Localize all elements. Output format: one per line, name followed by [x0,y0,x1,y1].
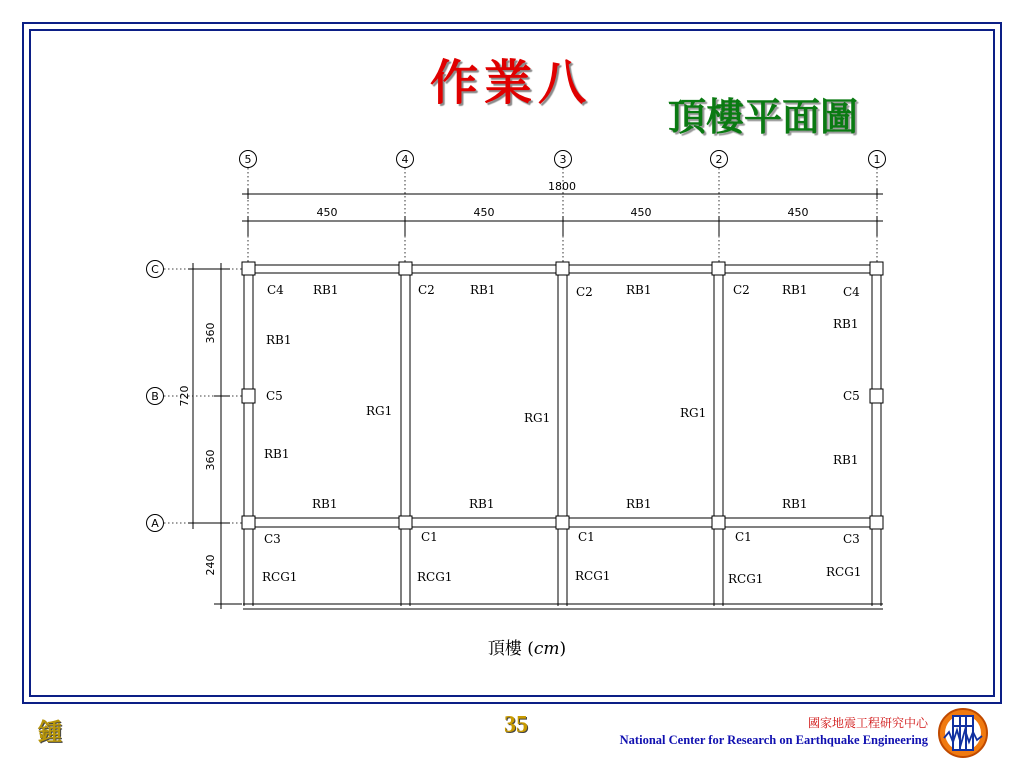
label-rcg1-2: RCG1 [417,570,453,584]
label-c4-right: C4 [843,285,860,299]
label-c2-a: C2 [418,283,435,297]
label-rb1-bot-1: RB1 [312,497,338,511]
dim-total-y: 720 [178,385,191,407]
label-rg1-c: RG1 [680,406,707,420]
label-c3-left: C3 [264,532,281,546]
label-c5-right: C5 [843,389,860,403]
grid-label-c: C [151,263,159,276]
label-rb1-bot-3: RB1 [626,497,652,511]
grid-label-4: 4 [401,153,409,166]
grid-label-1: 1 [873,153,881,166]
grid-label-2: 2 [715,153,723,166]
dim-span-y-1: 360 [204,322,217,344]
slide-title: 作業八 [430,55,593,111]
label-rcg1-1: RCG1 [262,570,298,584]
page-number: 35 [504,712,528,738]
dim-span-x-4: 450 [787,206,809,219]
label-rb1-top-4: RB1 [782,283,808,297]
dim-span-x-3: 450 [630,206,652,219]
grid-label-5: 5 [244,153,252,166]
label-rb1-top-1: RB1 [313,283,339,297]
label-rcg1-4: RCG1 [728,572,764,586]
label-c3-right: C3 [843,532,860,546]
dim-span-x-1: 450 [316,206,338,219]
org-name-chinese: 國家地震工程研究中心 [807,716,928,730]
label-rb1-bot-2: RB1 [469,497,495,511]
plan-caption-close: ) [559,639,567,659]
label-rcg1-3: RCG1 [575,569,611,583]
dim-span-y-2: 360 [204,449,217,471]
ncree-logo-icon [936,706,990,760]
label-c5-left: C5 [266,389,283,403]
footer-author: 鍾 [38,717,62,746]
label-c2-b: C2 [576,285,593,299]
label-rb1-top-2: RB1 [470,283,496,297]
label-rb1-left-lower: RB1 [264,447,290,461]
dim-span-y-3: 240 [204,554,217,576]
grid-label-b: B [151,390,159,403]
beams [243,263,883,609]
label-rb1-top-3: RB1 [626,283,652,297]
label-rb1-right-upper: RB1 [833,317,859,331]
columns [242,262,883,529]
plan-caption-text: 頂樓 ( [487,639,534,659]
label-rb1-left-upper: RB1 [266,333,292,347]
label-c1-b: C1 [578,530,595,544]
label-c1-a: C1 [421,530,438,544]
label-rcg1-5: RCG1 [826,565,862,579]
slide-subtitle: 頂樓平面圖 [668,94,859,139]
plan-caption-unit: cm [533,639,560,659]
label-rg1-b: RG1 [524,411,551,425]
plan-caption [488,638,566,659]
org-name-english: National Center for Research on Earthquake Engineering [619,733,928,747]
grid-label-a: A [151,517,159,530]
label-rg1-a: RG1 [366,404,393,418]
dim-total-x: 1800 [548,180,576,193]
grid-label-3: 3 [559,153,567,166]
label-c2-c: C2 [733,283,750,297]
label-rb1-right-lower: RB1 [833,453,859,467]
label-c1-c: C1 [735,530,752,544]
dim-span-x-2: 450 [473,206,495,219]
label-c4-left: C4 [267,283,284,297]
label-rb1-bot-4: RB1 [782,497,808,511]
